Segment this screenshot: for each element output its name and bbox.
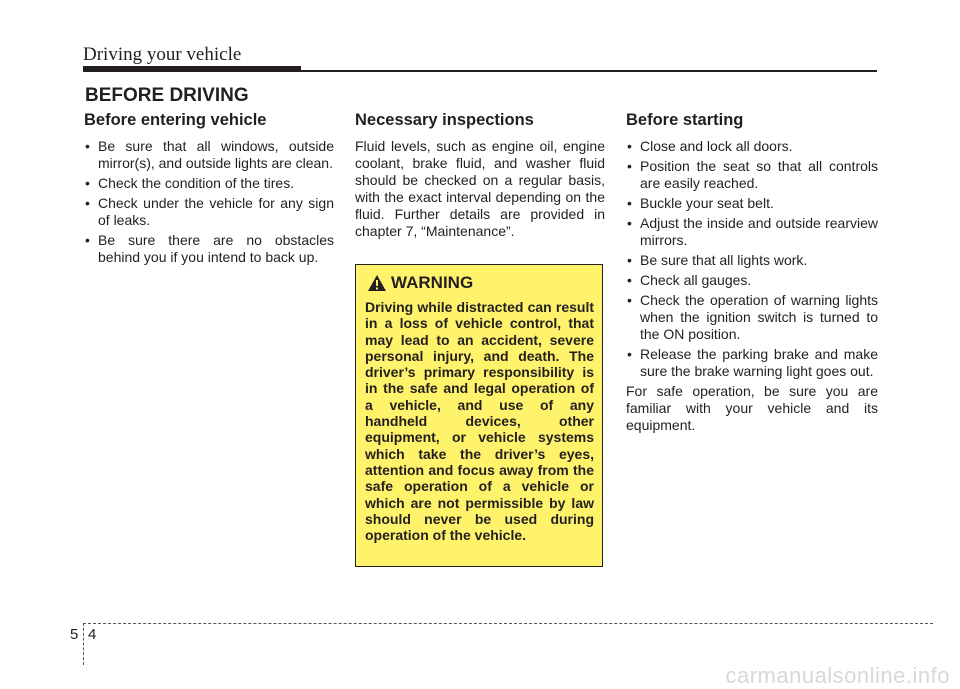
header-rule [301, 70, 877, 72]
list-item: • Position the seat so that all controls are easily reached. [627, 158, 878, 191]
list-item: • Release the parking brake and make sure the brake warning light goes out. [627, 346, 878, 379]
section-title: BEFORE DRIVING [85, 85, 249, 106]
list-item: • Check under the vehicle for any sign of leaks. [85, 195, 334, 228]
inspections-column [355, 110, 605, 240]
before-entering-list [70, 138, 334, 266]
watermark: carmanualsonline.info [725, 663, 950, 688]
warning-header [365, 273, 594, 293]
closing-text: For safe operation, be sure you are familiar with your vehicle and its equipment. [626, 383, 878, 433]
inspections-text: Fluid levels, such as engine oil, engine coolant, brake fluid, and washer fluid should be checked on a regular basis, with the exact interval depending on the fluid. Further details are provided in chapter 7, “Maintenance”. [355, 138, 605, 239]
list-item: • Buckle your seat belt. [627, 195, 774, 211]
list-item: • Check the operation of warning lights when the ignition switch is turned to the ON position. [627, 292, 878, 342]
page-number: 4 [88, 626, 97, 643]
page-chapter-number: 5 [70, 626, 79, 643]
header-bar [83, 66, 301, 72]
list-item: • Be sure that all lights work. [627, 252, 808, 268]
list-item: • Adjust the inside and outside rearview mirrors. [627, 215, 878, 248]
inspections-heading: Necessary inspections [355, 111, 534, 129]
list-item: • Check the condition of the tires. [85, 175, 295, 191]
list-item: • Check all gauges. [627, 272, 752, 288]
chapter-title: Driving your vehicle [83, 44, 242, 65]
before-starting-heading: Before starting [626, 111, 744, 129]
footer-rule [83, 623, 933, 624]
list-item: • Be sure that all windows, outside mirror(s), and outside lights are clean. [85, 138, 334, 171]
before-starting-list [626, 138, 878, 380]
before-entering-heading: Before entering vehicle [84, 111, 267, 129]
warning-text: Driving while distracted can result in a loss of vehicle control, that may lead to an accident, severe personal injury, and death. The driver’s primary responsibility is in the safe and legal operation of a vehicle, and use of any handheld devices, other equipment, or vehicle systems which take the driver’s eyes, attention and focus away from the safe operation of a vehicle or which are not permissible by law should never be used during operation of the vehicle. [365, 299, 594, 544]
footer-divider [83, 623, 84, 665]
warning-title: WARNING [391, 273, 474, 292]
warning-triangle-icon [367, 274, 387, 292]
before-entering-column [70, 110, 334, 269]
warning-box [355, 264, 603, 567]
list-item: • Be sure there are no obstacles behind you if you intend to back up. [85, 232, 334, 265]
before-starting-column [626, 110, 878, 434]
list-item: • Close and lock all doors. [627, 138, 793, 154]
